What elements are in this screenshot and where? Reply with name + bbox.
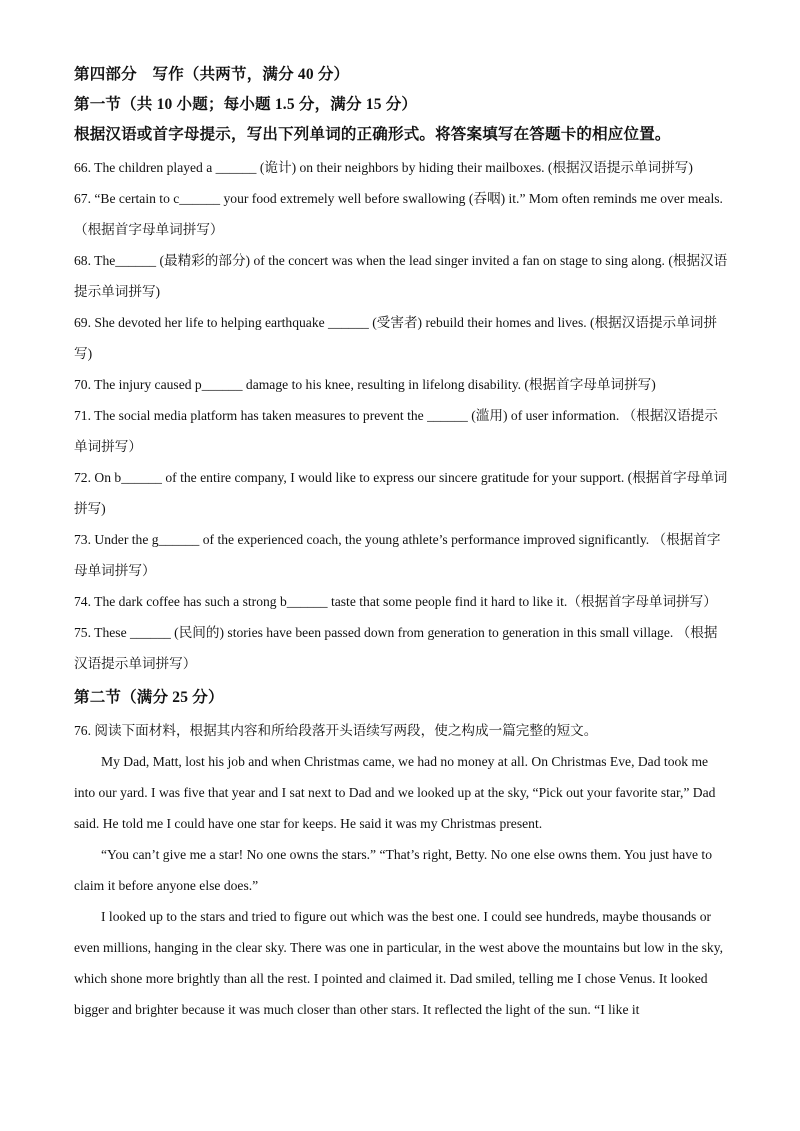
question-71: 71. The social media platform has taken measures to prevent the ______ (滥用) of user information. （根据汉语提示单词拼写） — [74, 408, 718, 454]
question-70: 70. The injury caused p______ damage to his knee, resulting in lifelong disability. (根据首字母单词拼写) — [74, 377, 656, 392]
story-paragraph-1: My Dad, Matt, lost his job and when Christmas came, we had no money at all. On Christmas Eve, Dad took me into our yard. I was five that year and I sat next to Dad and we looked up at the sky, “Pick out your favorite star,” Dad said. He told me I could have one star for keeps. He said it was my Christmas present. — [74, 754, 716, 831]
story-paragraph-2: “You can’t give me a star! No one owns the stars.” “That’s right, Betty. No one else owns them. You just have to claim it before anyone else does.” — [74, 847, 712, 893]
story-paragraph-3: I looked up to the stars and tried to figure out which was the best one. I could see hundreds, maybe thousands or even millions, hanging in the clear sky. There was one in particular, in the west above the mountains but low in the sky, which shone more brightly than all the rest. I pointed and claimed it. Dad smiled, telling me I chose Venus. It looked bigger and brighter because it was much closer than other stars. It reflected the light of the sun. “I like it — [74, 909, 724, 1017]
question-72: 72. On b______ of the entire company, I would like to express our sincere gratitude for your support. (根据首字母单词拼写) — [74, 470, 728, 516]
question-76-prompt: 76. 阅读下面材料，根据其内容和所给段落开头语续写两段，使之构成一篇完整的短文。 — [74, 723, 598, 738]
exam-page — [74, 64, 730, 1025]
question-67: 67. “Be certain to c______ your food extremely well before swallowing (吞咽) it.” Mom often reminds me over meals.（根据首字母单词拼写） — [74, 191, 723, 237]
question-73: 73. Under the g______ of the experienced coach, the young athlete’s performance improved significantly. （根据首字母单词拼写） — [74, 532, 721, 578]
part-title: 第四部分 写作（共两节，满分 40 分） — [74, 66, 350, 83]
question-69: 69. She devoted her life to helping earthquake ______ (受害者) rebuild their homes and lives. (根据汉语提示单词拼写) — [74, 315, 717, 361]
question-66: 66. The children played a ______ (诡计) on their neighbors by hiding their mailboxes. (根据汉语提示单词拼写) — [74, 160, 693, 175]
section1-title: 第一节（共 10 小题；每小题 1.5 分，满分 15 分） — [74, 96, 418, 113]
question-68: 68. The______ (最精彩的部分) of the concert was when the lead singer invited a fan on stage to sing along. (根据汉语提示单词拼写) — [74, 253, 728, 299]
instructions: 根据汉语或首字母提示，写出下列单词的正确形式。将答案填写在答题卡的相应位置。 — [74, 126, 671, 143]
question-75: 75. These ______ (民间的) stories have been passed down from generation to generation in this small village. （根据汉语提示单词拼写） — [74, 625, 718, 671]
question-list — [74, 152, 730, 679]
section2-title: 第二节（满分 25 分） — [74, 689, 224, 706]
question-74: 74. The dark coffee has such a strong b______ taste that some people find it hard to like it.（根据首字母单词拼写） — [74, 594, 717, 609]
